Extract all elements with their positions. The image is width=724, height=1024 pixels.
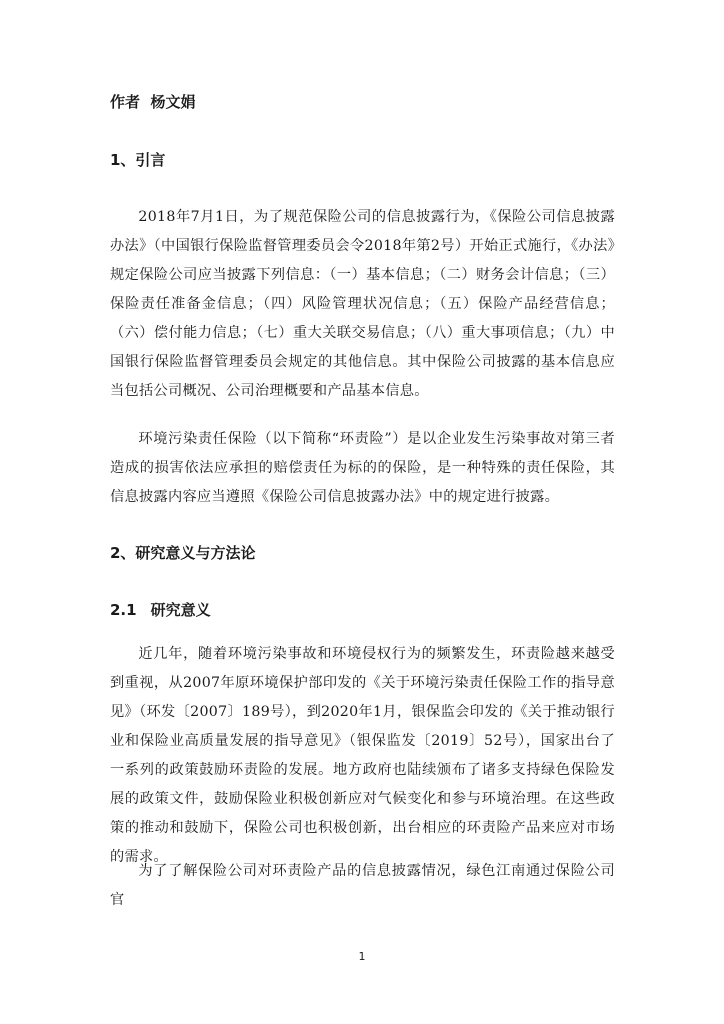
author-name: 杨文娟 bbox=[150, 93, 196, 111]
author-label: 作者 bbox=[110, 93, 141, 111]
subsection-title: 研究意义 bbox=[150, 601, 211, 619]
paragraph-policy-background: 近几年，随着环境污染事故和环境侵权行为的频繁发生，环责险越来越受到重视，从2007年原环境保护部印发的《关于环境污染责任保险工作的指导意见》（环发〔2007〕189号），到2020年1月，银保监会印发的《关于推动银行业和保险业高质量发展的指导意见》（银保监发〔2019〕52号），国家出台了一系列的政策鼓励环责险的发展。地方政府也陆续颁布了诸多支持绿色保险发展的政策文件，鼓励保险业积极创新应对气候变化和参与环境治理。在这些政策的推动和鼓励下，保险公司也积极创新，出台相应的环责险产品来应对市场的需求。 bbox=[110, 646, 615, 865]
section-heading-significance-methodology: 2、研究意义与方法论 bbox=[110, 544, 256, 562]
page-number: 1 bbox=[358, 950, 366, 963]
paragraph-research-intro: 为了了解保险公司对环责险产品的信息披露情况，绿色江南通过保险公司官 bbox=[110, 863, 615, 908]
section-heading-intro: 1、引言 bbox=[110, 151, 166, 169]
author-line bbox=[110, 92, 195, 112]
subsection-number: 2.1 bbox=[110, 601, 137, 619]
paragraph-env-insurance-definition: 环境污染责任保险（以下简称“环责险”）是以企业发生污染事故对第三者造成的损害依法应承担的赔偿责任为标的的保险，是一种特殊的责任保险，其信息披露内容应当遵照《保险公司信息披露办法》中的规定进行披露。 bbox=[110, 431, 615, 505]
subsection-heading-significance bbox=[110, 600, 211, 620]
paragraph-disclosure-rules: 2018年7月1日，为了规范保险公司的信息披露行为，《保险公司信息披露办法》（中国银行保险监督管理委员会令2018年第2号）开始正式施行，《办法》规定保险公司应当披露下列信息：（一）基本信息；（二）财务会计信息；（三）保险责任准备金信息；（四）风险管理状况信息；（五）保险产品经营信息；（六）偿付能力信息；（七）重大关联交易信息；（八）重大事项信息；（九）中国银行保险监督管理委员会规定的其他信息。其中保险公司披露的基本信息应当包括公司概况、公司治理概要和产品基本信息。 bbox=[110, 209, 615, 399]
